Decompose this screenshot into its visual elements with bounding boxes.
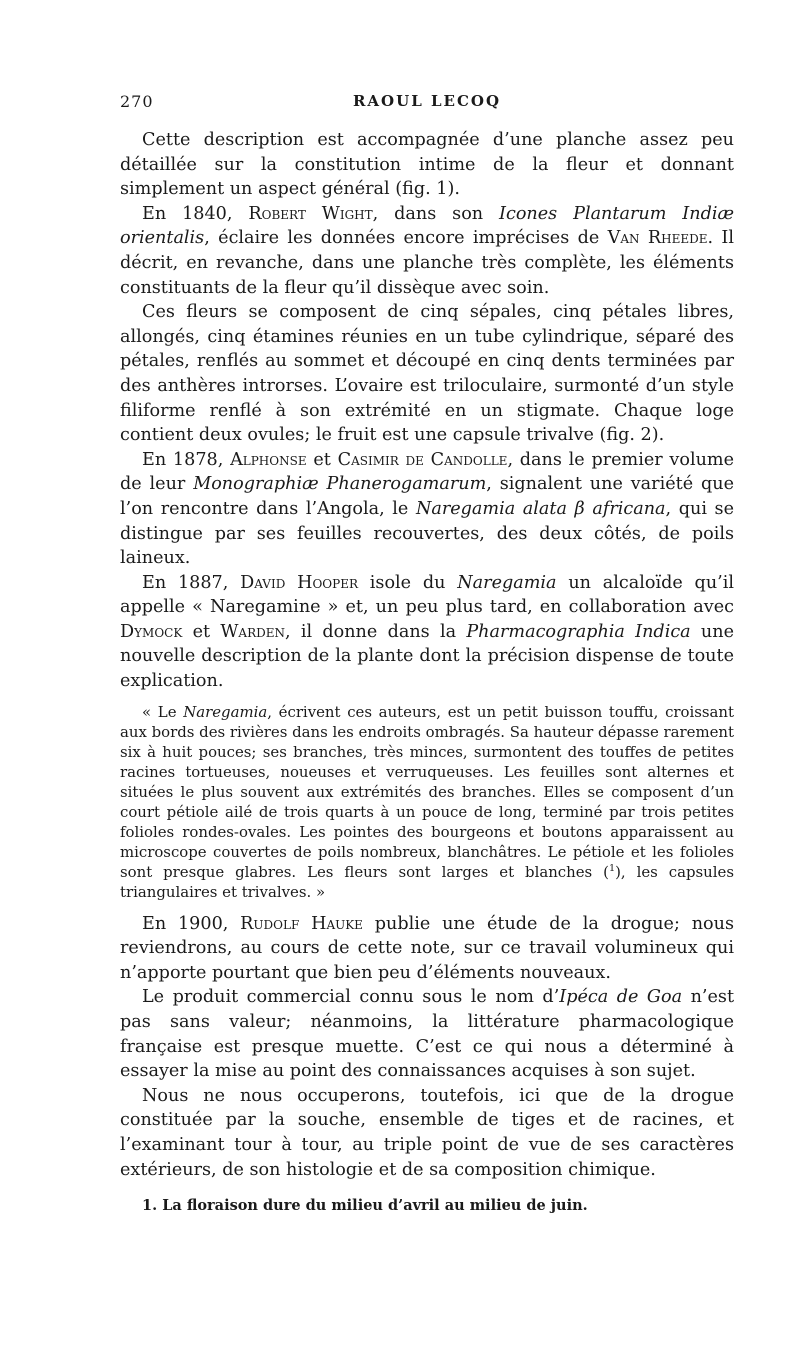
footnote xyxy=(120,1196,734,1216)
running-head: RAOUL LECOQ xyxy=(352,92,502,110)
block-quote xyxy=(120,702,734,902)
work-title: Monographiæ Phanerogamarum xyxy=(193,474,487,495)
genus-name: Naregamia xyxy=(457,572,557,593)
page-header xyxy=(120,92,734,116)
footnote-reference: 1 xyxy=(608,862,616,874)
footnote-mark: 1. xyxy=(142,1197,158,1215)
paragraph-4: En 1878, Alphonse et Casimir de Candolle, dans le premier volume de leur Monographiæ Phanerogamarum, signalent une variété que l’on rencontre dans l’Angola, le Naregamia alata β africana, qui se distingue par ses feuilles recouvertes, des deux côtés, de poils laineux. xyxy=(120,449,734,569)
author-name: Casimir de Candolle xyxy=(337,449,508,470)
body-text-continued xyxy=(120,912,734,1183)
body-text xyxy=(120,128,734,694)
author-name: Dymock xyxy=(120,621,183,642)
genus-name: Naregamia xyxy=(183,702,268,721)
author-name: Robert Wight xyxy=(248,203,373,224)
author-name: Rudolf Hauke xyxy=(240,913,363,934)
author-name: Van Rheede xyxy=(607,228,708,249)
paragraph-5: En 1887, David Hooper isole du Naregamia un alcaloïde qu’il appelle « Naregamine » et, un peu plus tard, en collaboration avec Dymock et Warden, il donne dans la Pharmacographia Indica une nouvelle description de la plante dont la précision dispense de toute explication. xyxy=(120,572,735,692)
work-title: Icones Plantarum Indiæ orientalis xyxy=(120,203,734,249)
work-title: Pharmacographia Indica xyxy=(466,621,691,642)
quote-paragraph: « Le Naregamia, écrivent ces auteurs, est un petit buisson touffu, croissant aux bords des rivières dans les endroits ombragés. Sa hauteur dépasse rarement six à huit pouces; ses branches, très minces, surmontent des touffes de petites racines tortueuses, noueuses et verruqueuses. Les feuilles sont alternes et situées le plus souvent aux extrémités des branches. Elles se composent d’un court pétiole ailé de trois quarts à un pouce de long, terminé par trois petites folioles rondes-ovales. Les pointes des bourgeons et boutons apparaissent au microscope couvertes de poils nombreux, blanchâtres. Le pétiole et les folioles sont presque glabres. Les fleurs sont larges et blanches ($^1$), les capsules triangulaires et trivalves. » xyxy=(120,702,734,901)
paragraph-6: En 1900, Rudolf Hauke publie une étude de la drogue; nous reviendrons, au cours de cette note, sur ce travail volumineux qui n’apporte pourtant que bien peu d’éléments nouveaux. xyxy=(120,913,734,983)
paragraph-1: Cette description est accompagnée d’une planche assez peu détaillée sur la constitution intime de la fleur et donnant simplement un aspect général (fig. 1). xyxy=(120,130,734,200)
author-name: David Hooper xyxy=(240,572,359,593)
page xyxy=(120,92,734,1216)
author-name: Warden xyxy=(220,621,285,642)
paragraph-8: Nous ne nous occuperons, toutefois, ici que de la drogue constituée par la souche, ensemble de tiges et de racines, et l’examinant tour à tour, au triple point de vue de ses caractères extérieurs, de son histologie et de sa composition chimique. xyxy=(120,1085,734,1180)
paragraph-7: Le produit commercial connu sous le nom d’Ipéca de Goa n’est pas sans valeur; néanmoins, la littérature pharmacologique française est presque muette. C’est ce qui nous a déterminé à essayer la mise au point des connaissances acquises à son sujet. xyxy=(120,987,735,1082)
footnote-text: 1. La floraison dure du milieu d’avril au milieu de juin. xyxy=(142,1197,588,1215)
paragraph-2: En 1840, Robert Wight, dans son Icones Plantarum Indiæ orientalis, éclaire les données encore imprécises de Van Rheede. Il décrit, en revanche, dans une planche très complète, les éléments constituants de la fleur qu’il dissèque avec soin. xyxy=(120,203,734,298)
product-name: Ipéca de Goa xyxy=(559,987,683,1008)
author-name: Alphonse xyxy=(230,449,307,470)
page-number: 270 xyxy=(120,92,154,111)
species-name: Naregamia alata β africana xyxy=(415,498,666,519)
paragraph-3: Ces fleurs se composent de cinq sépales, cinq pétales libres, allongés, cinq étamines réunies en un tube cylindrique, séparé des pétales, renflés au sommet et découpé en cinq dents terminées par des anthères introrses. L’ovaire est triloculaire, surmonté d’un style filiforme renflé à son extrémité en un stigmate. Chaque loge contient deux ovules; le fruit est une capsule trivalve (fig. 2). xyxy=(120,302,734,446)
